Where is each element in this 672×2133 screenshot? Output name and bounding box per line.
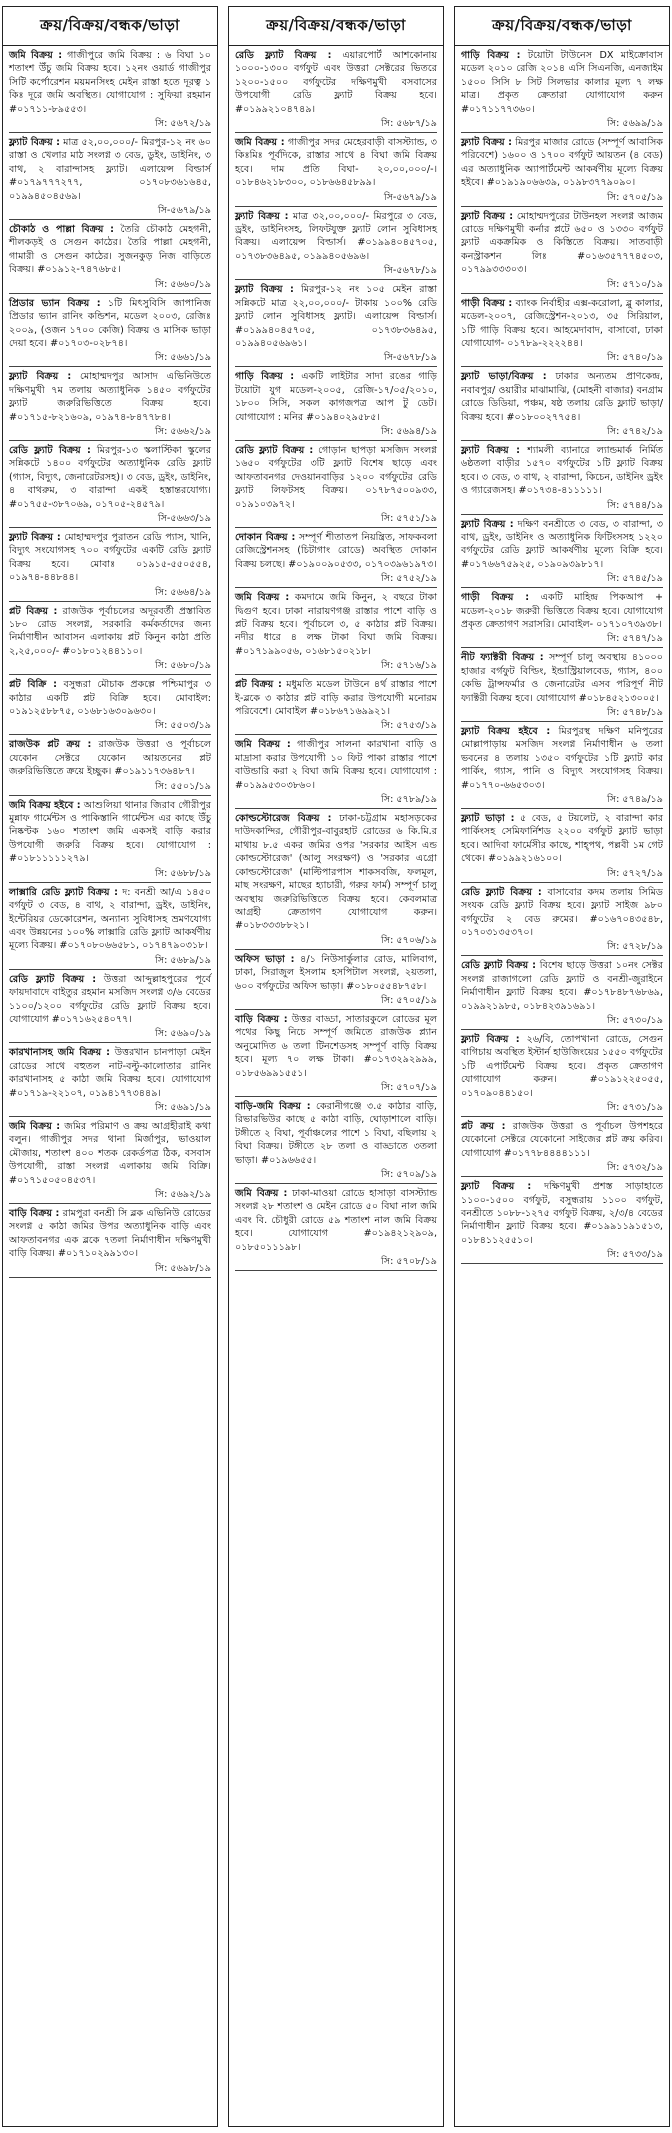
- ad-body: গাজীপুর সালনা কারখানা বাড়ি ও মাদ্রাসা করার উপযোগী ১০ ফিট পাকা রাস্তার পাশে বাউন্ডারি করা ২ বিঘা জমি বিক্রয় হবে। যোগাযোগ : #০১৯৯৫৩০৩৮৬০।: [235, 739, 437, 791]
- ad-code: সি: ৫৭৪৭/১৯: [607, 633, 663, 645]
- ad-code: সি: ৫৬৯৮/১৯: [155, 1262, 211, 1274]
- ads-list: [229, 46, 443, 1271]
- ad-code: সি: ৫৭৩০/১৯: [607, 1014, 663, 1026]
- ad-divider: [235, 366, 437, 367]
- classified-ad: [235, 812, 437, 933]
- ad-code: সি: ৫৭১০/১৯: [607, 278, 663, 290]
- ad-divider: [461, 132, 663, 133]
- ad-code: সি: ৫৭৪৪/১৯: [607, 499, 663, 511]
- ad-divider: [9, 601, 211, 602]
- ad-body: মিরপুরস্থ দক্ষিণ মনিপুরের মোল্লাপাড়ায় মসজিদ সংলগ্ন নির্মাণাধীন ৬ তলা ভবনের ৪ তলায় ১৩৫০ বর্গফুটের ১টি ফ্ল্যাট কার পার্কিং, গ্যাস, পানি ও বিদ্যুৎ সংযোগসহ বিক্রয়। #০১৭৭০-৬৬৫৩০৩।: [461, 726, 663, 791]
- ads-list: [455, 46, 669, 1264]
- classified-ad: [235, 953, 437, 993]
- ad-body: ১টি মিৎসুবিসি জাপানিজ প্রিডার ভ্যান রানিং কন্ডিশন, মডেল ২০০৩, রেজিঃ ২০০৯, (ওজন ১৭০০ কেজি) বিক্রয় ও মাসিক ভাড়া দেয়া হবে। #০১৭০৩-০২৮৭৪।: [9, 297, 211, 349]
- classified-ad: [235, 283, 437, 350]
- classified-ad: [9, 297, 211, 351]
- ad-divider: [235, 279, 437, 280]
- classified-ad: [461, 886, 663, 940]
- column-header: ক্রয়/বিক্রয়/বন্ধক/ভাড়া: [3, 7, 217, 46]
- ad-code: সি-৫৬৭৯/১৯: [157, 205, 211, 217]
- classified-ad: [9, 531, 211, 585]
- ad-code: সি: ৫৭০৯/১৯: [381, 1169, 437, 1180]
- ad-code: সি: ৫৭৩১/১৯: [607, 1101, 663, 1113]
- ad-divider: [235, 949, 437, 950]
- ad-body: বসুন্ধরা মৌচাক প্রকল্পে পশ্চিমাপুর ৩ কাঠার একটি প্লট বিক্রি হবে। মোবাইল: ০১৯১২৫৮৮৭৫, ০১৬৮১৬৩০৯৬৩০।: [9, 679, 211, 718]
- ad-title: ফ্ল্যাট বিক্রয় :: [235, 210, 289, 222]
- ad-title: জমি বিক্রয় :: [235, 137, 285, 149]
- ad-divider: [461, 808, 663, 809]
- ad-divider: [461, 1176, 663, 1177]
- ad-title: জমি বিক্রয় :: [9, 1120, 61, 1132]
- ad-title: বাড়ি-জমি বিক্রয় :: [235, 1100, 311, 1112]
- classified-ad: [461, 1033, 663, 1100]
- classified-ad: [461, 959, 663, 1013]
- ad-title: গাড়ি বিক্রয় :: [235, 371, 295, 383]
- classified-ad: [235, 531, 437, 571]
- classified-ad: [9, 886, 211, 953]
- ad-code: সি: ৫৭৪০/১৯: [607, 352, 663, 364]
- classified-ad: [9, 136, 211, 203]
- ad-code: সি: ৫৭২৭/১৯: [607, 867, 663, 879]
- ad-body: ২৬/বি, তোপখানা রোডে, সেগুন বাগিচায় অবস্থিত ইস্টার্ন হাউজিংয়ের ১৫৫০ বর্গফুটের ১টি এপার্টমেন্ট বিক্রয় হবে। প্রকৃত ক্রেতাগণ যোগাযোগ করুন। #০১৯১২২৫০৫৫, ০১৭০৯০৪৪১৫০।: [461, 1033, 663, 1099]
- ad-divider: [235, 1183, 437, 1184]
- ad-divider: [235, 1270, 437, 1271]
- ad-divider: [9, 1277, 211, 1278]
- ad-body: ব্যাংক নির্বাহীর এক্স-করোলা, ব্লু কালার, মডেল-২০০৭, রেজিস্ট্রেশন-২০১৩, ৩৫ সিরিয়াল, ১টি গাড়ি বিক্রয় হবে। আহমেদাবাদ, বাসাবো, ঢাকা যোগাযোগ- ০১৭৮৯-২২২২৪৪।: [461, 297, 663, 349]
- ad-title: রেডি ফ্ল্যাট বিক্রয় :: [461, 960, 537, 972]
- ad-title: জমি বিক্রয় :: [9, 50, 63, 61]
- ad-title: অফিস ভাড়া :: [235, 953, 295, 965]
- ad-body: রাজউক পূর্বাচলের অদূরবর্তী প্রস্তাবিত ১৮০ রোড সংলগ্ন, সরকারি কর্মকর্তাদের জন্য নির্মাণাধীন আবাসন এলাকায় প্লট কিনুন কাঠা প্রতি ২,২৫,০০০/- #০১৮০১২৪৪১১০।: [9, 605, 211, 657]
- ad-divider: [461, 206, 663, 207]
- ad-code: সি: ৫৬৯০/১৯: [155, 1028, 211, 1040]
- ad-title: ফ্ল্যাট বিক্রয় :: [9, 137, 60, 149]
- ad-code: সি: ৫৭০৮/১৯: [381, 1256, 437, 1268]
- ad-divider: [9, 1203, 211, 1204]
- ad-divider: [461, 647, 663, 648]
- ad-body: ৫ বেড, ৫ টয়লেট, ২ বারান্দা কার পার্কিংসহ সেমিফার্নিশড ২২০০ বর্গফুট ফ্ল্যাট ভাড়া হবে। আদিবা ফার্মেসীর কাছে, শাহ্‌পথ, পল্লবী ১ম গেট থেকে। #০১৯৯২১৬১০০।: [461, 813, 663, 865]
- ad-code: সি: ৫৭৫৩/১৯: [381, 720, 437, 732]
- ad-code: সি: ৫৬৮০/১৯: [155, 660, 211, 672]
- ad-title: ফ্ল্যাট ভাড়া/বিক্রয় :: [461, 371, 547, 383]
- classified-ad: [9, 605, 211, 659]
- ad-divider: [9, 527, 211, 528]
- ad-code: সি: ৫৫০১/১৯: [155, 780, 211, 792]
- ad-body: মিরপুর মাজার রোডে (সম্পূর্ণ আবাসিক পরিবেশে) ১৬০০ ও ১৭০০ বর্গফুট আয়তন (৪ বেড) এর অত্যাধুনিক অ্যাপার্টমেন্ট আকর্ষণীয় মূল্যে বিক্রয় হইবে। #০১৯১৯০৬৬৩৯, ০১৯৮৩৭৭৯০৯০।: [461, 137, 663, 189]
- ad-divider: [9, 132, 211, 133]
- ad-divider: [9, 293, 211, 294]
- ad-divider: [9, 219, 211, 220]
- ad-title: জমি বিক্রয় :: [235, 592, 290, 604]
- ad-title: প্লট বিক্রয় :: [9, 605, 58, 617]
- ad-title: ফ্ল্যাট বিক্রয় :: [461, 137, 512, 149]
- ad-title: রাজউক প্লট ক্রয় :: [9, 739, 92, 751]
- ad-title: কারখানাসহ জমি বিক্রয় :: [9, 1047, 110, 1059]
- ad-body: মাত্র ৩২,০০,০০০/- মিরপুরে ৩ বেড, ড্রইং, ডাইনিংসহ, লিফটযুক্ত ফ্ল্যাট লোন সুবিধাসহ বিক্রয়। এলায়েন্স বিল্ডার্স। #০১৯৯৪০৪৫৭০৫, ০১৭৩৮৩৬৪৯৫, ০১৯৯৪০৫৬৯৬।: [235, 210, 437, 262]
- ad-code: সি: ৫৬৬০/১৯: [155, 278, 211, 290]
- ad-body: দক্ষিণ বনশ্রীতে ৩ বেড, ৩ বারান্দা, ৩ বাথ, ড্রইং, ডাইনিং ও অত্যাধুনিক ফিটিংসসহ ১২২০ বর্গফুটের রেডি ফ্ল্যাট আকর্ষণীয় মূল্যে বিক্রি হবে। #০১৭৬৬৭৫৯২৫, ০১৯০৯৩৯৮১৭।: [461, 518, 663, 570]
- classified-ad: [461, 370, 663, 424]
- ad-body: কেরানীগঞ্জে ৩.৫ কাঠার বাড়ি, রিভারভিউর কাছে ৫ কাঠা বাড়ি, ঘোড়াশালে বাড়ি। টঙ্গীতে ২ বিঘা, পূর্বাঞ্চলের পাশে ১ বিঘা, বছিলায় ২ বিঘা বিক্রয়। টঙ্গীতে ২৮ তলা ও বাড্ডাতে ৩তলা ভাড়া। #০১৯৬৬৫৫।: [235, 1100, 437, 1166]
- classified-ad: [235, 1100, 437, 1167]
- classified-ad: [461, 518, 663, 572]
- ad-body: উত্তরা আব্দুল্লাহপুরের পূর্বে ফায়দাবাদে বাইতুর রহমান মসজিদ সংলগ্ন ৩/৬ বেডের ১১০০/১২০০ বর্গফুটের রেডি ফ্ল্যাট বিক্রয় হবে। যোগাযোগ #০১৭১৬২৫৪০৭৭।: [9, 973, 211, 1025]
- ad-code: সি: ৫৬৮৮/১৯: [155, 867, 211, 879]
- ad-title: গাড়ি বিক্রয় :: [461, 50, 521, 61]
- ad-body: মোহাম্মদপুরের টাউনহল সংলগ্ন আজম রোডে দক্ষিণমুখী কর্নার প্লটে ৬৫০ ও ১৩৩০ বর্গফুট ফ্ল্যাট একক্রমিক ও কিস্তিতে বিক্রয়। সাতবাড়ী কনস্ট্রাকশন লিঃ #০১৬৩৫৭৭৭৪৫০৩, ০১৭৯৯৩৩৩০৩।: [461, 210, 663, 276]
- ad-code: সি-৫৬৭৯/১৯: [383, 191, 437, 203]
- ad-body: মোহাম্মদপুর আসাদ এভিনিউতে দক্ষিণমুখী ৭ম তলায় অত্যাধুনিক ১৪৫০ বর্গফুটের ফ্ল্যাট জরুরিভিত্তিতে বিক্রয় হবে। #০১৭১৫-৮২১৬০৯, ০১৯৭৪-৮৪৭৭৮৪।: [9, 371, 211, 423]
- ad-divider: [235, 440, 437, 441]
- classified-ad: [235, 49, 437, 116]
- classified-ad: [235, 678, 437, 718]
- ad-divider: [461, 587, 663, 588]
- column-header: ক্রয়/বিক্রয়/বন্ধক/ভাড়া: [455, 7, 669, 46]
- ad-title: কোল্ডস্টোরেজ বিক্রয় :: [235, 813, 332, 825]
- ad-body: ঢাকার অন্যতম প্রাণকেন্দ্র, নবাবপুর/ ওয়ারীর মাঝামাঝি, (মোহনী বাজার) বনগ্রাম রোডে ডিডিয়া, পঞ্চম, ষষ্ঠ তলায় রেডি ফ্ল্যাট ভাড়া/ বিক্রয় হবে। #০১৮০০২৭৭৫৪।: [461, 371, 663, 423]
- ad-title: ফ্ল্যাট বিক্রয় :: [461, 518, 514, 530]
- ad-divider: [235, 527, 437, 528]
- ad-divider: [235, 587, 437, 588]
- ad-code: সি: ৫৬৯২/১৯: [155, 1189, 211, 1200]
- ad-body: রামপুরা বনশ্রী সি ব্লক এভিনিউ রোডের সংলগ্ন ৫ কাঠা জমির উপর অত্যাধুনিক বাড়ি এবং আফতাবনগর এক ব্লকে ৭তলা নির্মাণাধীন দক্ষিণমুখী বাড়ি বিক্রয়। #০১৭১০২৯৯১৩০।: [9, 1208, 211, 1260]
- ad-divider: [461, 514, 663, 515]
- classified-ad: [461, 49, 663, 116]
- ad-title: ফ্ল্যাট বিক্রয় :: [461, 1033, 520, 1045]
- ad-body: জমির পরিমাণ ও ক্রয় আগ্রহীরাই কথা বলুন। গাজীপুর সদর থানা মির্জাপুর, ভাওয়াল মৌজায়, শতাংশ ৪০০ শতক রেকর্ডপত্র ঠিক, বসবাস উপযোগী, রাস্তা সংলগ্ন এলাকায় জমি বিক্রি। #০১৭১৫০৫০৪৫৩৭।: [9, 1120, 211, 1186]
- ad-body: মধুমতি মডেল টাউনে ৪র্থ রাস্তার পাশে ই-ব্লকে ৩ কাঠার প্লট বাড়ি করার উপযোগী মনোরম পরিবেশে। মোবাইল #০১৮৬৭১৬৯৯২১।: [235, 679, 437, 718]
- ad-divider: [461, 1029, 663, 1030]
- ad-body: ঢাকা-মাওয়া রোডে হাসাড়া বাসস্ট্যান্ড সংলগ্ন ২৮ শতাংশ ও মেইন রোডে ৫০ বিঘা নাল জমি এবং বি. চৌধুরী রোডে ৫৯ শতাংশ নাল জমি বিক্রয় হবে। যোগাযোগ #০১৯৪২১২৯০৯, ০১৮৫০১১১৯৮।: [235, 1188, 437, 1253]
- ad-divider: [461, 293, 663, 294]
- ad-code: সি: ৫৭০৭/১৯: [381, 1081, 437, 1093]
- classified-ad: [235, 210, 437, 264]
- ad-title: গাড়ী বিক্রয় :: [461, 297, 513, 309]
- ad-code: সি: ৫৭৫২/১৯: [381, 573, 437, 585]
- ad-divider: [235, 808, 437, 809]
- ad-divider: [9, 1042, 211, 1043]
- ad-code: সি: ৫৭৩২/১৯: [607, 1162, 663, 1174]
- classified-ad: [235, 1013, 437, 1080]
- ad-code: সি: ৫৬৮৭/১৯: [381, 118, 437, 130]
- ad-code: সি: ৫৬৬১/১৯: [155, 352, 211, 364]
- ad-title: প্রিডার ভ্যান বিক্রয় :: [9, 297, 101, 309]
- classified-ad: [461, 210, 663, 277]
- classified-ad: [235, 1187, 437, 1254]
- ad-divider: [461, 882, 663, 883]
- ad-divider: [461, 1116, 663, 1117]
- classified-ad: [461, 651, 663, 705]
- ads-list: [3, 46, 217, 1278]
- classified-column-1: [2, 6, 218, 2127]
- ad-code: সি-৫৬৬৩/১৯: [157, 512, 211, 524]
- ad-body: শ্যামলী ব্যানারে ল্যান্ডমার্ক নির্মিত ৬ষ্ঠতলা বাড়ীর ১৫৭০ বর্গফুটের ১টি ফ্ল্যাট বিক্রয় হবে। ৩ বেড, ৩ বাথ, ২ বারান্দা, কিচেন, ডাইনিং ড্রইং ও গ্যারেজসহ। #০১৭৩৪-৪১১১১১।: [461, 444, 663, 497]
- ad-title: নীট ফ্যাক্টরী বিক্রয় :: [461, 652, 544, 664]
- ad-code: সি: ৫৭০৫/১৯: [381, 994, 437, 1006]
- ad-body: উত্তরখান চানপাড়া মেইন রোডের সাথে বহুতল নাট-বল্টু-কালোতার রানিং কারখানাসহ ৫ কাঠা জমি বিক্রয় হবে। যোগাযোগ #০১৭১৯-২২১০৭, ০১৯৪১৭৭৩৪৪৯।: [9, 1047, 211, 1099]
- ad-title: ফ্ল্যাট বিক্রয় হইবে :: [461, 726, 551, 738]
- classified-ad: [235, 591, 437, 658]
- ad-body: মিরপুর-১২ নং ১০৫ মেইন রাস্তা সন্নিকটে মাত্র ২২,০০,০০০/- টাকায় ১০০% রেডি ফ্ল্যাট লোন সুবিধাসহ ফ্ল্যাট। এলায়েন্স বিল্ডার্স। #০১৯৯৪০৪৫৭০৫, ০১৭৩৮৩৬৪৯৫, ০১৯৯৪০৫৬৯৬১।: [235, 284, 437, 349]
- ad-title: ফ্ল্যাট বিক্রয় :: [235, 284, 294, 296]
- classified-ad: [9, 1207, 211, 1261]
- ad-divider: [461, 721, 663, 722]
- ad-title: লাক্সারি রেডি ফ্ল্যাট বিক্রয় :: [9, 886, 118, 898]
- ad-divider: [9, 1116, 211, 1117]
- ad-divider: [461, 440, 663, 441]
- ad-code: সি: ৫৭৮৯/১৯: [381, 794, 437, 806]
- classified-ad: [235, 444, 437, 511]
- ad-body: তৈরি চৌকাঠ মেহগনী, শীলকড়ই ও সেগুন কাঠের। তৈরি পাল্লা মেহগনী, গামারী ও সেগুন কাঠের। সুজনকুড় নিজ বাড়িতে বিক্রয়। #০১৯১২-৭৪৭৬৮৫।: [9, 224, 211, 276]
- ad-title: ফ্ল্যাট বিক্রয় :: [461, 1181, 532, 1193]
- ad-title: ফ্ল্যাট বিক্রয় :: [9, 531, 61, 543]
- ad-body: আশুলিয়া থানার জিরাব গৌরীপুর মুন্নাফ গার্মেন্টস ও পাকিস্তানি গার্মেন্টস এর কাছে উঁচু নিষ্কণ্টক ১৬০ শতাংশ জমি একসই বাড়ি করার উপযোগী জরুরি বিক্রয় হবে। যোগাযোগ : #০১৮১১১১১২৭৯।: [9, 799, 211, 865]
- ad-title: ফ্ল্যাট বিক্রয় :: [9, 371, 72, 383]
- ad-code: সি: ৫৬৯১/১৯: [155, 1101, 211, 1113]
- ad-body: মোহাম্মদপুর পুরাতন রেডি প্যাস, খানি, বিদ্যুৎ সংযোগসহ ৭০০ বর্গফুটের একটি রেডি ফ্ল্যাট বিক্রয় হবে। মোবাঃ ০১৯১৫-৫৫০৫৫৪, ০১৯৭৪-৪৪৮৪৪।: [9, 531, 211, 584]
- ad-body: সম্পূর্ণ শীতাতপ নিয়ন্ত্রিত, সাফকবলা রেজিস্ট্রেশনসহ (চিটাগাং রোডে) অবস্থিত দোকান বিক্রয় চলছে। #০১৯০০৯০৫৩৩, ০১৭০৩৯৬১৯৭৩।: [235, 531, 437, 570]
- ad-body: ঢাকা-চট্টগ্রাম মহাসড়কের দাউদকান্দির, গৌরীপুর-বাবুরহাট রোডের ৬ কি.মি.র মাথায় ৮.৫ একর জমির ওপর 'সরকার আইস এন্ড কোল্ডস্টোরেজ' (আলু সংরক্ষণ) ও 'সরকার এগ্রো কোল্ডস্টোরেজ' (মাল্টিপারপাস শাকসবজি, ফলমূল, মাছ সংরক্ষণ, মাছের হ্যাচারী, গরুর ফার্ম) সম্পূর্ণ চালু অবস্থায় জরুরিভিত্তিতে বিক্রয় হবে। কেবলমাত্র আগ্রহী ক্রেতাগণ যোগাযোগ করুন। #০১৮৩৩৩৮৮২১।: [235, 813, 437, 932]
- ad-body: উত্তর বাড্ডা, সাতারকুলে রোডের মূল পথের কিছু নিচে সম্পূর্ণ জমিতে রাজউক প্ল্যান অনুমোদিত ৬ তলা টিনশেডসহ সম্পূর্ণ বাড়ি বিক্রয় হবে। মূল্য ৭০ লক্ষ টাকা। #০১৭৩২৯২৯৯৯, ০১৮৫৬৯৯১৫৫১।: [235, 1013, 437, 1079]
- ad-code: সি-৫৬৭৮/১৯: [383, 352, 437, 364]
- classified-ad: [9, 49, 211, 116]
- ad-code: সি: ৫৭৫১/১৯: [381, 512, 437, 524]
- ad-divider: [9, 795, 211, 796]
- ad-code: সি: ৫৭৪৮/১৯: [607, 707, 663, 719]
- ad-divider: [9, 882, 211, 883]
- classified-ad: [9, 223, 211, 277]
- ad-code: সি: ৫৬৮৯/১৯: [155, 954, 211, 966]
- ad-title: ফ্ল্যাট বিক্রয় :: [461, 210, 514, 222]
- ad-body: দক্ষিণমুখী প্রশস্ত সাড়াহাতে ১১০০-১৫০০ বর্গফুট, বসুন্ধরায় ১১০০ বর্গফুট, বনশ্রীতে ১০৮৮-১২৭৫ বর্গফুট বিক্রয়, ২/৩/৪ বেডের নির্মাণাধীন ফ্ল্যাট বিক্রয় হবে। #০১৯৯১১৯১৫১৩, ০১৮৪১১২৫৫১০।: [461, 1181, 663, 1246]
- ad-code: সি-৫৬৭৮/১৯: [383, 265, 437, 277]
- ad-title: দোকান বিক্রয় :: [235, 531, 296, 543]
- ad-title: চৌকাঠ ও পাল্লা বিক্রয় :: [9, 224, 114, 236]
- ad-code: সি: ৫৭৪৫/১৯: [607, 573, 663, 585]
- ad-body: সম্পূর্ণ চালু অবস্থায় ৪১০০০ হাজার বর্গফুট বিল্ডিং, ইন্ডাস্ট্রিয়ালবেড, গ্যাস, ৪০০ কেভি ট্রান্সফর্মার ও জেনারেটর এসব পরিপূর্ণ নীট ফ্যাক্টরী বিক্রয় হবে। যোগাযোগ #০১৮৪৫২১৩০০৫।: [461, 652, 664, 704]
- ad-code: সি: ৫৭০৬/১৯: [381, 934, 437, 946]
- ad-body: কমদামে জমি কিনুন, ২ বছরে টাকা দ্বিগুণ হবে। ঢাকা নারায়ণগঞ্জ রাস্তার পাশে বাড়ি ও প্লট বিক্রয় হবে। পূর্বাচলে ৩, ৫ কাঠার প্লট বিক্রয়। নদীর ধারে ৪ লক্ষ টাকা বিঘা জমি বিক্রয়। #০১৭১৯৯০৫৬, ০১৬৮১৫০২১৮।: [235, 592, 437, 657]
- ad-title: বাড়ি বিক্রয় :: [9, 1208, 60, 1219]
- ad-title: রেডি ফ্ল্যাট বিক্রয় :: [235, 50, 332, 61]
- ad-title: প্লট বিক্রয় :: [235, 679, 282, 691]
- ad-body: গোড়ান ছাপড়া মসজিদ সংলগ্ন ১৬৫০ বর্গফুটের ৩টি ফ্ল্যাট বিশেষ ছাড়ে এবং আফতাবনগর দেওয়ানবাড়ির ১২০০ বর্গফুটের রেডি ফ্ল্যাট লিফটসহ বিক্রয়। ০১৭৮৭৫০০৯৩৩, ০১৯১০৩৯৭২।: [235, 444, 437, 510]
- ad-divider: [461, 1263, 663, 1264]
- ad-divider: [9, 440, 211, 441]
- classified-ad: [461, 297, 663, 351]
- ad-body: দ: বনশ্রী আ/এ ১৪৫০ বর্গফুট ৩ বেড, ৪ বাথ, ২ বারান্দা, ড্রইং, ডাইনিং, ইন্টেরিয়র ডেকোরেশন, অন্যান্য সুবিধাসহ ভ্রমণযোগ্য এবং উন্নয়নের ১০০% লাক্সারি রেডি ফ্ল্যাট আকর্ষণীয় মূল্যে বিক্রয়। #০১৭০৮০৬৬৫৮১, ০১৭৪৭৯০৩১৮।: [9, 886, 211, 952]
- classified-ad: [461, 1120, 663, 1160]
- classified-ad: [235, 370, 437, 424]
- ad-code: সি: ৫৬৬২/১৯: [155, 425, 211, 437]
- ad-title: জমি বিক্রয় :: [235, 1188, 288, 1199]
- ad-code: সি: ৫৭৩৩/১৯: [607, 1249, 663, 1261]
- ad-body: গাজীপুর সদর মেহেরবাড়ী বাসস্ট্যান্ড, ৩ কিঃমিঃ পূর্বদিকে, রাস্তার সাথে ৪ বিঘা জমি বিক্রয় হবে। দাম প্রতি বিঘা- ২০,০০,০০০/-। ০১৮৪৬২১৮৩০০, ০১৮৬৬৪৫৮৯৯।: [235, 137, 438, 189]
- classified-ad: [461, 136, 663, 190]
- ad-code: সি: ৫৭০৫/১৯: [607, 191, 663, 203]
- ad-title: জমি বিক্রয় হইবে :: [9, 799, 81, 811]
- ad-title: ফ্ল্যাট ভাড়া :: [461, 813, 515, 825]
- ad-title: প্লট ক্রয় :: [461, 1120, 506, 1132]
- ad-divider: [235, 1009, 437, 1010]
- ad-title: রেডি ফ্ল্যাট বিক্রয় :: [235, 444, 314, 456]
- classified-ad: [461, 591, 663, 631]
- classified-ad: [461, 725, 663, 792]
- classified-ad: [9, 444, 211, 511]
- column-header: ক্রয়/বিক্রয়/বন্ধক/ভাড়া: [229, 7, 443, 46]
- classified-ad: [9, 678, 211, 718]
- classified-ad: [9, 738, 211, 778]
- classified-ad: [461, 812, 663, 866]
- ad-code: সি: ৫৭৪২/১৯: [607, 425, 663, 437]
- ad-body: গাজীপুরে জমি বিক্রয় : ৬ বিঘা ১০ শতাংশ উঁচু জমি বিক্রয় হবে। ১২নং ওয়ার্ড গাজীপুর সিটি কর্পোরেশন ময়মনসিংহ মেইন রাস্তা হতে দূরত্ব ১ কিঃ দূরে জমি অবস্থিত। যোগাযোগ : সুফিয়া রহমান #০১৭১১-৮৯৫৫৩।: [9, 50, 211, 115]
- ad-divider: [9, 674, 211, 675]
- ad-divider: [9, 366, 211, 367]
- ad-code: সি: ৫৬৯৯/১৯: [607, 118, 663, 130]
- ad-title: রেডি ফ্ল্যাট বিক্রয় :: [9, 973, 97, 985]
- classified-ad: [461, 444, 663, 498]
- ad-body: এয়ারপোর্ট আশকোনায় ১০০০-১৩০০ বর্গফুট এবং উত্তরা সেক্টরের ভিতরে ১২০০-১৫০০ বর্গফুটের দক্ষিণমুখী বসবাসের উপযোগী রেডি ফ্ল্যাট বিক্রয় হবে। #০১৯৯২১০৪৭৪৯।: [235, 50, 437, 115]
- ad-code: সি: ৫৭১৬/১৯: [381, 660, 437, 672]
- ad-divider: [461, 366, 663, 367]
- ad-divider: [235, 206, 437, 207]
- ad-body: একটি লাইটার সাদা রঙের গাড়ি টয়োটা যুগ মডেল-২০০৫, রেজি-১৭/০৫/২০১০, ১৮০০ সিসি, সকল কাগজপত্র আপ টু ডেট। যোগাযোগ : মনির #০১৯৪০২৯৫৮৫।: [235, 371, 437, 423]
- classified-ad: [235, 738, 437, 792]
- ad-divider: [9, 969, 211, 970]
- ad-body: রাজউক উত্তরা ও পূর্বাচল উপশহরে যেকোনো সেক্টরে যেকোনো সাইজের প্লট ক্রয় করিব। যোগাযোগ #০১৭৭৮৪৪৪৪১১১।: [461, 1120, 663, 1159]
- ad-title: বাড়ি বিক্রয় :: [235, 1013, 288, 1025]
- classified-ad: [9, 973, 211, 1027]
- ad-title: রেডি ফ্ল্যাট বিক্রয় :: [461, 886, 542, 898]
- ad-code: সি: ৫৬৭২/১৯: [155, 118, 211, 130]
- ad-divider: [235, 1096, 437, 1097]
- ad-code: সি: ৫৫০৩/১৯: [155, 720, 211, 732]
- ad-divider: [235, 734, 437, 735]
- ad-body: মাত্র ৫২,০০,০০০/- মিরপুর-১২ নং ৬০ রাস্তা ও খেলার মাঠ সংলগ্ন ৩ বেড, ডুইং, ডাইনিং, ৩ বাথ, ২ বারান্দাসহ ফ্ল্যাট। এলায়েন্স বিল্ডার্স #০১৭৯৭৭৭২৭৭, ০১৭০৮৩৬১৬৪৫, ০১৯৯৪৫০৪৫৬৯।: [9, 137, 211, 202]
- classified-ad: [235, 136, 437, 190]
- ad-code: সি: ৫৭৪৯/১৯: [607, 794, 663, 806]
- ad-divider: [235, 132, 437, 133]
- ad-body: টয়োটা টাউনেস DX মাইক্রোবাস মডেল ২০১০ রেজি ২০১৪ এসি সিএনজি, এনজাইম ১৫০০ সিসি ৮ সিট সিলভার কালার মূল্য ৭ লক্ষ মাত্র। প্রকৃত ক্রেতারা যোগাযোগ করুন #০১৭১১৭৭৩৬০।: [461, 50, 663, 115]
- ad-body: বাসাবোর কদম তলায় সিমিড সংযক রেডি ফ্ল্যাট বিক্রয় হবে। ফ্ল্যাট সাইজ ৯৮০ বর্গফুটের ২ বেড রুমের। #০১৬৭০৪৩৫৪৮, ০১৭০৩১৩৫৩৭০।: [461, 886, 663, 938]
- classified-ad: [9, 370, 211, 424]
- ad-code: সি: ৫৭২৮/১৯: [607, 941, 663, 953]
- classified-ad: [461, 1180, 663, 1247]
- classified-ad: [9, 1120, 211, 1187]
- ad-title: জমি বিক্রয় :: [235, 739, 291, 751]
- ad-divider: [9, 734, 211, 735]
- ad-code: সি: ৫৬৬৪/১৯: [155, 586, 211, 598]
- ad-title: প্লট বিক্রি :: [9, 679, 58, 691]
- ad-divider: [461, 955, 663, 956]
- ad-body: একটি মাহিন্দ্র পিকআপ + মডেল-২০১৮ জরুরী ভিত্তিতে বিক্রয় হবে। যোগাযোগ প্রকৃত ক্রেতাগণ সরাসরি। মোবাইল- ০১৭১০৭৩৯৩৮।: [461, 592, 663, 630]
- ad-divider: [235, 674, 437, 675]
- classified-ad: [9, 1046, 211, 1100]
- ad-title: গাড়ী বিক্রয় :: [461, 592, 530, 604]
- ad-title: ফ্ল্যাট বিক্রয় :: [461, 444, 521, 456]
- ad-body: বিশেষ ছাড়ে উত্তরা ১০নং সেক্টর সংলগ্ন রাজাগলো রেডি ফ্ল্যাট ও বনশ্রী-জুরাইনে নির্মাণাধীন ফ্ল্যাট বিক্রয় হবে। #০১৭৮৪৮৭৬৮৬৯, ০১৯৯২১৯৮৫, ০১৮৪২৩৯১৬৯১।: [461, 960, 663, 1012]
- classified-column-2: [228, 6, 444, 2127]
- ad-code: সি: ৫৬৯৪/১৯: [381, 425, 437, 437]
- ad-title: রেডি ফ্ল্যাট বিক্রয় :: [9, 444, 91, 456]
- ad-body: ৪/১ নিউসার্কুলার রোড, মালিবাগ, ঢাকা, সিরাজুল ইসলাম হসপিটাল সংলগ্ন, ২য়তলা, ৬০০ বর্গফুটের অফিস ভাড়া। #০১৮০৫৫৪৮৭৫৮।: [235, 953, 438, 992]
- ad-body: মিরপুর-১৩ স্কলাস্টিকা স্কুলের সন্নিকটে ১৪০০ বর্গফুটের অত্যাধুনিক রেডি ফ্ল্যাট (গ্যাস, বিদ্যুৎ, জেনারেটরসহ)। ৩ বেড, ড্রইং, ডাইনিং, ৪ বাথরুম, ৩ বারান্দা একই হস্তান্তরযোগ্য। #০১৭৫৫-৩৮৭০৬৯, ০১৭০৫-২৪৫৭৯।: [9, 444, 211, 510]
- classified-ad: [9, 799, 211, 866]
- classified-column-3: [454, 6, 670, 2127]
- ad-body: রাজউক উত্তরা ও পূর্বাচলে যেকোন সেক্টরে যেকোন আয়তনের প্লট জরুরিভিত্তিতে ক্রয়ে ইচ্ছুক। #০১৯১১৭৩৬৪৮৭।: [9, 739, 211, 778]
